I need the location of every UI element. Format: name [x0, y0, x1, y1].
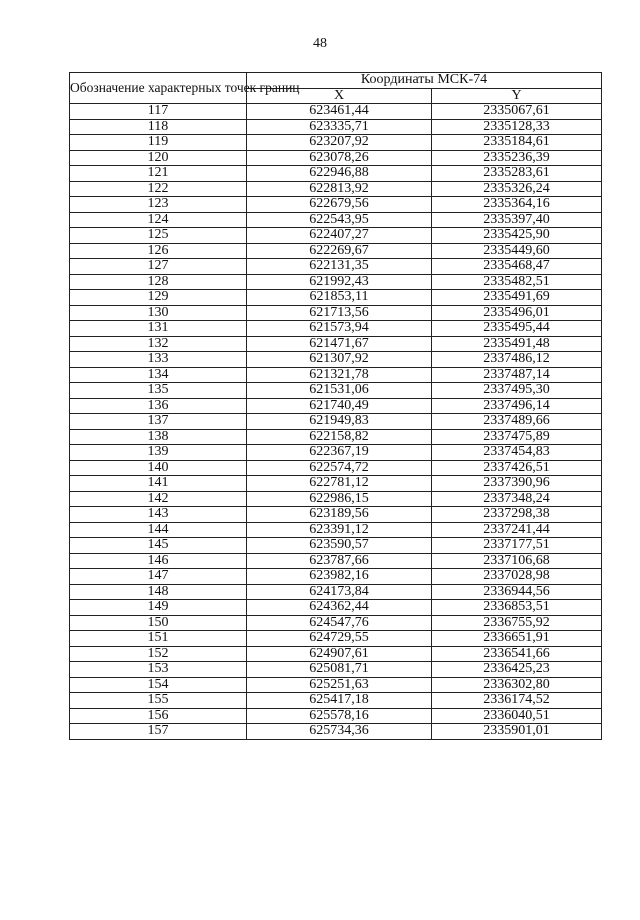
cell-point: 119	[70, 135, 247, 151]
table-row	[70, 383, 602, 399]
cell-y: 2335128,33	[432, 119, 602, 135]
coordinates-table	[69, 72, 602, 740]
cell-point: 157	[70, 724, 247, 740]
cell-y: 2335495,44	[432, 321, 602, 337]
table-row	[70, 321, 602, 337]
cell-x: 622813,92	[247, 181, 432, 197]
table-row	[70, 677, 602, 693]
cell-x: 623787,66	[247, 553, 432, 569]
cell-point: 138	[70, 429, 247, 445]
cell-y: 2335397,40	[432, 212, 602, 228]
cell-y: 2337241,44	[432, 522, 602, 538]
cell-x: 623335,71	[247, 119, 432, 135]
cell-point: 126	[70, 243, 247, 259]
cell-point: 121	[70, 166, 247, 182]
table-row	[70, 181, 602, 197]
cell-x: 623590,57	[247, 538, 432, 554]
table-row	[70, 491, 602, 507]
cell-x: 624173,84	[247, 584, 432, 600]
table-row	[70, 460, 602, 476]
cell-y: 2335496,01	[432, 305, 602, 321]
table-row	[70, 646, 602, 662]
cell-x: 625417,18	[247, 693, 432, 709]
table-row	[70, 569, 602, 585]
cell-point: 154	[70, 677, 247, 693]
cell-point: 133	[70, 352, 247, 368]
cell-point: 137	[70, 414, 247, 430]
table-row	[70, 228, 602, 244]
cell-y: 2337454,83	[432, 445, 602, 461]
cell-y: 2337487,14	[432, 367, 602, 383]
table-row	[70, 398, 602, 414]
cell-y: 2336174,52	[432, 693, 602, 709]
table-row	[70, 615, 602, 631]
cell-x: 622543,95	[247, 212, 432, 228]
cell-y: 2337426,51	[432, 460, 602, 476]
table-row	[70, 445, 602, 461]
cell-point: 147	[70, 569, 247, 585]
cell-x: 622131,35	[247, 259, 432, 275]
cell-x: 622781,12	[247, 476, 432, 492]
cell-x: 622946,88	[247, 166, 432, 182]
cell-point: 125	[70, 228, 247, 244]
cell-point: 140	[70, 460, 247, 476]
cell-y: 2337348,24	[432, 491, 602, 507]
cell-y: 2335901,01	[432, 724, 602, 740]
cell-y: 2335491,48	[432, 336, 602, 352]
table-row	[70, 600, 602, 616]
cell-x: 621992,43	[247, 274, 432, 290]
cell-x: 622679,56	[247, 197, 432, 213]
header-point-designation: Обозначение характерных точек границ	[70, 73, 247, 104]
cell-y: 2335468,47	[432, 259, 602, 275]
cell-x: 621740,49	[247, 398, 432, 414]
table-row	[70, 724, 602, 740]
cell-x: 623207,92	[247, 135, 432, 151]
cell-point: 135	[70, 383, 247, 399]
cell-y: 2335482,51	[432, 274, 602, 290]
cell-y: 2337486,12	[432, 352, 602, 368]
table-row	[70, 522, 602, 538]
cell-point: 156	[70, 708, 247, 724]
table-row	[70, 290, 602, 306]
cell-x: 625578,16	[247, 708, 432, 724]
table-row	[70, 197, 602, 213]
cell-point: 130	[70, 305, 247, 321]
cell-x: 621531,06	[247, 383, 432, 399]
cell-x: 622407,27	[247, 228, 432, 244]
cell-x: 623078,26	[247, 150, 432, 166]
cell-y: 2335283,61	[432, 166, 602, 182]
table-row	[70, 584, 602, 600]
cell-point: 144	[70, 522, 247, 538]
cell-x: 623189,56	[247, 507, 432, 523]
cell-x: 625251,63	[247, 677, 432, 693]
cell-point: 118	[70, 119, 247, 135]
cell-x: 624729,55	[247, 631, 432, 647]
cell-x: 623391,12	[247, 522, 432, 538]
cell-point: 134	[70, 367, 247, 383]
cell-y: 2336651,91	[432, 631, 602, 647]
cell-y: 2336425,23	[432, 662, 602, 678]
table-row	[70, 708, 602, 724]
cell-x: 621573,94	[247, 321, 432, 337]
cell-y: 2336944,56	[432, 584, 602, 600]
table-body	[70, 104, 602, 740]
cell-x: 621321,78	[247, 367, 432, 383]
cell-point: 120	[70, 150, 247, 166]
table-row	[70, 166, 602, 182]
cell-x: 624907,61	[247, 646, 432, 662]
cell-x: 622574,72	[247, 460, 432, 476]
table-row	[70, 538, 602, 554]
table-row	[70, 119, 602, 135]
cell-x: 624362,44	[247, 600, 432, 616]
table-header	[70, 73, 602, 104]
table-row	[70, 243, 602, 259]
cell-y: 2335184,61	[432, 135, 602, 151]
cell-point: 155	[70, 693, 247, 709]
cell-y: 2337028,98	[432, 569, 602, 585]
cell-point: 132	[70, 336, 247, 352]
cell-x: 623461,44	[247, 104, 432, 120]
table-row	[70, 476, 602, 492]
table-row	[70, 367, 602, 383]
cell-point: 129	[70, 290, 247, 306]
cell-point: 139	[70, 445, 247, 461]
cell-point: 122	[70, 181, 247, 197]
table-row	[70, 693, 602, 709]
cell-x: 621471,67	[247, 336, 432, 352]
cell-y: 2336755,92	[432, 615, 602, 631]
cell-point: 150	[70, 615, 247, 631]
cell-y: 2337177,51	[432, 538, 602, 554]
cell-y: 2336541,66	[432, 646, 602, 662]
cell-y: 2335364,16	[432, 197, 602, 213]
table-row	[70, 336, 602, 352]
cell-x: 621713,56	[247, 305, 432, 321]
cell-y: 2337496,14	[432, 398, 602, 414]
table-row	[70, 259, 602, 275]
cell-x: 621853,11	[247, 290, 432, 306]
cell-point: 117	[70, 104, 247, 120]
cell-y: 2337390,96	[432, 476, 602, 492]
cell-y: 2337298,38	[432, 507, 602, 523]
table-row	[70, 135, 602, 151]
cell-point: 131	[70, 321, 247, 337]
cell-y: 2335067,61	[432, 104, 602, 120]
cell-y: 2335236,39	[432, 150, 602, 166]
table-row	[70, 212, 602, 228]
page-number: 48	[313, 36, 327, 51]
cell-y: 2337489,66	[432, 414, 602, 430]
cell-y: 2337495,30	[432, 383, 602, 399]
cell-point: 152	[70, 646, 247, 662]
cell-x: 622986,15	[247, 491, 432, 507]
cell-x: 625734,36	[247, 724, 432, 740]
table-row	[70, 553, 602, 569]
header-x: X	[247, 88, 432, 104]
cell-point: 151	[70, 631, 247, 647]
cell-y: 2337475,89	[432, 429, 602, 445]
cell-point: 145	[70, 538, 247, 554]
table-row	[70, 507, 602, 523]
header-y: Y	[432, 88, 602, 104]
header-coordinates: Координаты МСК-74	[247, 73, 602, 89]
table-row	[70, 104, 602, 120]
cell-y: 2337106,68	[432, 553, 602, 569]
cell-x: 622158,82	[247, 429, 432, 445]
cell-point: 128	[70, 274, 247, 290]
cell-y: 2335425,90	[432, 228, 602, 244]
cell-y: 2335449,60	[432, 243, 602, 259]
cell-y: 2335491,69	[432, 290, 602, 306]
cell-point: 124	[70, 212, 247, 228]
cell-y: 2336040,51	[432, 708, 602, 724]
cell-point: 146	[70, 553, 247, 569]
cell-point: 123	[70, 197, 247, 213]
cell-point: 148	[70, 584, 247, 600]
cell-x: 621949,83	[247, 414, 432, 430]
cell-point: 153	[70, 662, 247, 678]
cell-point: 142	[70, 491, 247, 507]
cell-y: 2335326,24	[432, 181, 602, 197]
cell-point: 141	[70, 476, 247, 492]
cell-x: 622367,19	[247, 445, 432, 461]
cell-y: 2336302,80	[432, 677, 602, 693]
table-row	[70, 352, 602, 368]
cell-point: 127	[70, 259, 247, 275]
cell-x: 625081,71	[247, 662, 432, 678]
table-row	[70, 274, 602, 290]
table-row	[70, 631, 602, 647]
cell-x: 624547,76	[247, 615, 432, 631]
cell-point: 136	[70, 398, 247, 414]
cell-x: 623982,16	[247, 569, 432, 585]
table-row	[70, 429, 602, 445]
cell-x: 622269,67	[247, 243, 432, 259]
table-row	[70, 414, 602, 430]
cell-point: 143	[70, 507, 247, 523]
table-row	[70, 305, 602, 321]
cell-x: 621307,92	[247, 352, 432, 368]
table-row	[70, 662, 602, 678]
cell-y: 2336853,51	[432, 600, 602, 616]
table-row	[70, 150, 602, 166]
cell-point: 149	[70, 600, 247, 616]
